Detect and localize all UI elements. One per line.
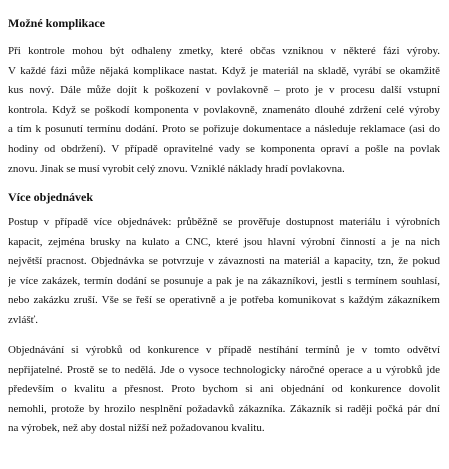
text-line: nebo zakázku zruší. Vše se řeší se operativně a je potřeba komunikovat s každým zákazníkem — [8, 294, 440, 307]
text-line: nepřijatelné. Prostě se to nedělá. Jde o vysoce technologicky náročné operace a u výrobků jde — [8, 363, 440, 376]
paragraph-competition — [8, 341, 440, 439]
paragraph-multiple-orders — [8, 213, 440, 331]
text-line: především o kvalitu a přesnost. Proto bychom si ani objednání od konkurence dovolit — [8, 383, 440, 396]
text-line: kontrola. Když se poškodí komponenta v povlakovně, znamenáto dlouhé zdržení celé výroby — [8, 103, 440, 116]
text-line: největší pracnost. Objednávka se potvrzuje v závaznosti na materiál a kapacity, tzn, že pokud — [8, 255, 440, 268]
text-line: a tím k posunutí termínu dodání. Proto se pořizuje dokumentace a následuje reklamace (asi do — [8, 123, 440, 136]
text-line: na výrobek, než aby dostal nižší než požadovanou kvalitu. — [8, 422, 265, 435]
text-line: V každé fázi může nějaká komplikace nastat. Když je materiál na skladě, vyrábí se okamžitě — [8, 64, 440, 77]
text-line: Při kontrole mohou být odhaleny zmetky, které občas vzniknou v některé fázi výroby. — [8, 45, 440, 57]
text-line: nemohli, protože by hrozilo nesplnění požadavků zákazníka. Zákazník si raději počká pár dní — [8, 402, 440, 415]
text-line: zvlášť. — [8, 313, 39, 326]
text-line: kapacit, zejména brusky na kulato a CNC, které jsou hlavní výrobní činností a je na nich — [8, 235, 440, 248]
text-line: znovu. Jinak se musí vyrobit celý znovu. Vzniklé náklady hradí povlakovna. — [8, 162, 345, 175]
section-heading-complications: Možné komplikace — [8, 16, 105, 30]
text-line: kus nový. Dále může dojít k poškození v povlakovně – proto je v procesu další vstupní — [8, 84, 440, 97]
paragraph-complications — [8, 42, 440, 179]
text-line: Objednávání si výrobků od konkurence v případě nestíhání termínů je v tomto odvětví — [8, 344, 440, 356]
text-line: Postup v případě více objednávek: průběžně se prověřuje dostupnost materiálu i výrobních — [8, 216, 440, 228]
section-heading-multiple-orders: Více objednávek — [8, 190, 93, 204]
text-line: hodiny od obdržení). V případě opravitelné vady se komponenta opraví a pošle na povlak — [8, 142, 440, 155]
text-line: je více zakázek, termín dodání se posunuje a pak je na zákazníkovi, jestli s termínem souhlasí, — [8, 274, 440, 287]
